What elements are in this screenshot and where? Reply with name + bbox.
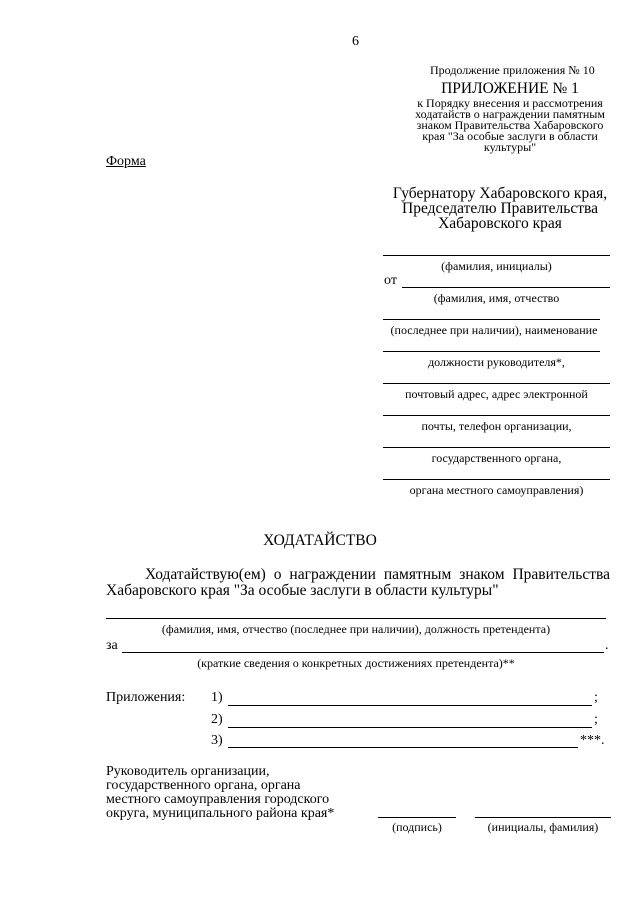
candidate-line xyxy=(106,618,606,619)
body-line-1: Ходатайствую(ем) о награждении памятным знаком Правительства xyxy=(145,566,610,583)
sender-caption: должности руководителя*, xyxy=(428,355,565,369)
sender-caption: государственного органа, xyxy=(431,451,562,465)
appendix-title: ПРИЛОЖЕНИЕ № 1 xyxy=(441,80,579,97)
addressee-line: Хабаровского края xyxy=(438,215,562,232)
appendix-subtitle-line: края "За особые заслуги в области xyxy=(422,129,598,143)
attachment-line xyxy=(228,727,592,728)
appendix-subtitle-line: знаком Правительства Хабаровского xyxy=(416,118,604,132)
attachment-line xyxy=(228,747,578,748)
signatory-line: местного самоуправления городского xyxy=(106,792,330,807)
from-label: от xyxy=(384,273,397,288)
sender-line-4 xyxy=(383,383,610,384)
caption-fio: (фамилия, инициалы) xyxy=(441,259,552,273)
appendix-subtitle-line: культуры" xyxy=(483,140,537,154)
sender-caption: органа местного самоуправления) xyxy=(409,483,584,497)
form-label: Форма xyxy=(106,154,146,169)
attachment-number: 2) xyxy=(211,712,223,727)
appendix-subtitle-line: ходатайств о награждении памятным xyxy=(415,107,605,121)
sender-caption: (фамилия, имя, отчество xyxy=(433,291,560,305)
addressee-line: Губернатору Хабаровского края, xyxy=(392,185,608,202)
signatory-line: Руководитель организации, xyxy=(106,764,270,779)
addressee xyxy=(380,186,620,231)
attachment-number: 3) xyxy=(211,733,223,748)
achievements-caption: (краткие сведения о конкретных достижениях претендента)** xyxy=(197,656,515,670)
body-line-2: Хабаровского края "За особые заслуги в области культуры" xyxy=(106,582,499,599)
sender-line-3 xyxy=(383,351,600,352)
initials-caption: (инициалы, фамилия) xyxy=(487,820,599,834)
addressee-fio-line xyxy=(383,255,610,256)
appendix-subtitle xyxy=(390,98,630,153)
achievements-line xyxy=(122,652,604,653)
addressee-line: Председателю Правительства xyxy=(402,200,598,217)
attachments-label: Приложения: xyxy=(106,690,186,705)
attachment-end: ; xyxy=(594,690,598,705)
signatory-line: округа, муниципального района края* xyxy=(106,806,335,821)
sender-line-7 xyxy=(383,479,610,480)
sender-caption: почты, телефон организации, xyxy=(421,419,572,433)
attachment-end: ; xyxy=(594,712,598,727)
signature-line xyxy=(378,817,456,818)
sender-caption: почтовый адрес, адрес электронной xyxy=(405,387,588,401)
sender-line-2 xyxy=(383,319,600,320)
signatory-title xyxy=(106,765,334,821)
page-number: 6 xyxy=(352,34,359,49)
sender-caption: (последнее при наличии), наименование xyxy=(390,323,598,337)
initials-line xyxy=(475,817,611,818)
attachment-number: 1) xyxy=(211,690,223,705)
continuation-note: Продолжение приложения № 10 xyxy=(430,63,595,77)
sender-line-1 xyxy=(402,287,610,288)
attachment-end: ***. xyxy=(580,733,605,748)
candidate-caption: (фамилия, имя, отчество (последнее при наличии), должность претендента) xyxy=(161,622,551,636)
za-label: за xyxy=(106,638,118,653)
signature-caption: (подпись) xyxy=(392,820,442,834)
sender-line-6 xyxy=(383,447,610,448)
sender-line-5 xyxy=(383,415,610,416)
document-title: ХОДАТАЙСТВО xyxy=(263,532,377,549)
attachment-line xyxy=(228,705,592,706)
za-end: . xyxy=(605,638,609,653)
appendix-subtitle-line: к Порядку внесения и рассмотрения xyxy=(417,96,603,110)
signatory-line: государственного органа, органа xyxy=(106,778,301,793)
